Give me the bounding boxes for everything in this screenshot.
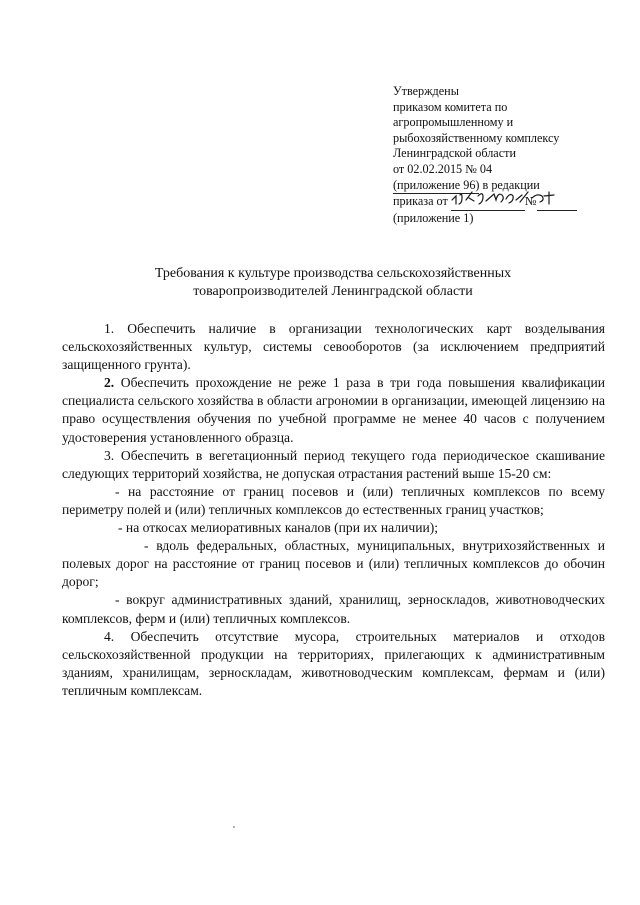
approval-line: приказом комитета по <box>393 99 508 114</box>
approval-line: рыбохозяйственному комплексу <box>393 130 560 145</box>
requirement-item-2 <box>62 374 605 446</box>
approval-line: агропромышленному и <box>393 115 514 130</box>
requirement-item-3: 3. Обеспечить в вегетационный период текущего года периодическое скашивание следующих территорий хозяйства, не допуская отрастания растений выше 15-20 см: <box>62 447 605 481</box>
handwritten-date-signature <box>450 186 570 212</box>
order-label: приказа от <box>393 194 451 209</box>
subitem-roads: - вдоль федеральных, областных, муниципальных, внутрихозяйственных и полевых дорог на расстояние от границ посевов и (или) тепличных комплексов до обочин дорог; <box>62 538 605 590</box>
approval-line: (приложение 1) <box>393 210 474 225</box>
approval-block <box>393 84 608 226</box>
item-number: 2. <box>104 375 115 391</box>
order-line <box>393 194 608 211</box>
document-title <box>60 265 606 301</box>
requirement-item-1: 1. Обеспечить наличие в организации технологических карт возделывания сельскохозяйственных культур, системы севооборотов (за исключением предприятий защищенного грунта). <box>62 321 605 373</box>
approval-line: Утверждены <box>393 84 459 98</box>
order-number-sign: № <box>524 194 537 209</box>
approval-annex-ref: (приложение 96) <box>393 178 479 195</box>
approval-line: Ленинградской области <box>393 146 516 161</box>
subitem-perimeter: - на расстояние от границ посевов и (или) тепличных комплексов по всему периметру полей и (или) тепличных комплексов до естественных границ участков; <box>62 483 605 517</box>
approval-revision: в редакции <box>479 177 540 192</box>
title-line: товаропроизводителей Ленинградской области <box>193 284 473 299</box>
subitem-buildings: - вокруг административных зданий, хранилищ, зерноскладов, животноводческих комплексов, ферм и (или) тепличных комплексов. <box>62 592 605 626</box>
scan-speck <box>233 826 235 828</box>
requirements-list <box>62 320 605 700</box>
title-line: Требования к культуре производства сельскохозяйственных <box>154 266 512 281</box>
approval-date-line: от 02.02.2015 № 04 <box>393 161 493 176</box>
subitem-canals: - на откосах мелиоративных каналов (при их наличии); <box>118 520 439 536</box>
requirement-item-4: 4. Обеспечить отсутствие мусора, строительных материалов и отходов сельскохозяйственной продукции на территориях, прилегающих к административным зданиям, хранилищам, зерноскладам, животноводческим комплексам, фермам и (или) тепличным комплексам. <box>62 628 605 698</box>
item-text: Обеспечить прохождение не реже 1 раза в три года повышения квалификации специалиста сельского хозяйства в области агрономии в организации, имеющей лицензию на право осуществления обучения по учебной программе не менее 40 часов с получением удостоверения установленного образца. <box>62 375 605 445</box>
